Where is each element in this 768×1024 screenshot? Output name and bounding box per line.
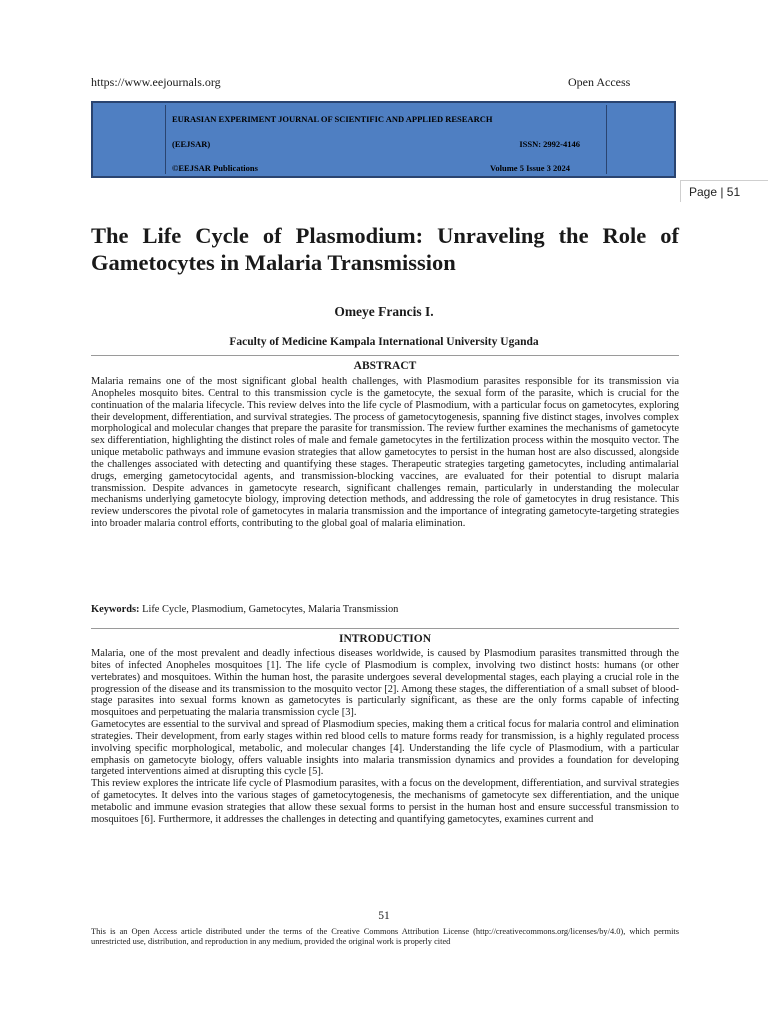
intro-paragraph-1: Malaria, one of the most prevalent and deadly infectious diseases worldwide, is caused by Plasmodium parasites transmitted through the bites of infected Anopheles mosquitoes [1]. The life cycle of Plasmodium is complex, involving two distinct hosts: humans (or other vertebrates) and mosquitoes. Within the human host, the parasite undergoes several developmental stages, each playing a crucial role in the progression of the disease and its transmission to the mosquito vector [2]. Among these stages, the differentiation of a small subset of blood-stage parasites into sexual forms known as gametocytes is particularly significant, as these are the only forms capable of infecting mosquitoes and perpetuating the malaria transmission cycle [3].	[91, 648, 679, 719]
license-notice: This is an Open Access article distributed under the terms of the Creative Commons Attribution License (http://creativecommons.org/licenses/by/4.0), which permits unrestricted use, distribution, and reproduction in any medium, provided the original work is properly cited	[91, 927, 679, 947]
article-title: The Life Cycle of Plasmodium: Unraveling the Role of Gametocytes in Malaria Transmission	[91, 223, 679, 275]
page-number: 51	[378, 910, 390, 922]
journal-publisher-row	[172, 163, 598, 173]
author-affiliation: Faculty of Medicine Kampala International University Uganda	[229, 336, 539, 348]
author-name: Omeye Francis I.	[334, 304, 434, 319]
keywords-list: Life Cycle, Plasmodium, Gametocytes, Malaria Transmission	[142, 604, 399, 615]
intro-paragraph-2: Gametocytes are essential to the survival and spread of Plasmodium species, making them a critical focus for malaria control and elimination strategies. Their development, from early stages within red blood cells to mature forms ready for transmission, is a highly regulated process involving specific morphological, metabolic, and molecular changes [4]. Understanding the life cycle of Plasmodium, with a particular emphasis on gametocyte biology, offers valuable insights into malaria transmission dynamics and provides a foundation for developing targeted interventions aimed at disrupting this cycle [5].	[91, 719, 679, 778]
keywords-label: Keywords:	[91, 604, 140, 615]
introduction-rule	[91, 628, 679, 629]
journal-publisher: ©EEJSAR Publications	[172, 163, 258, 173]
journal-header-inner	[165, 105, 607, 174]
keywords-line	[91, 604, 398, 615]
introduction-heading: INTRODUCTION	[338, 633, 431, 645]
journal-abbrev-row	[172, 139, 598, 149]
open-access-label: Open Access	[568, 75, 631, 89]
journal-volume: Volume 5 Issue 3 2024	[490, 163, 570, 173]
abstract-heading: ABSTRACT	[353, 360, 417, 372]
abstract-rule	[91, 355, 679, 356]
page-label: Page | 51	[680, 180, 768, 202]
abstract-text: Malaria remains one of the most significant global health challenges, with Plasmodium parasites responsible for its transmission via Anopheles mosquito bites. Central to this transmission cycle is the gametocyte, the sexual form of the parasite, which is crucial for the continuation of the malaria lifecycle. This review delves into the life cycle of Plasmodium, with a particular focus on gametocytes, exploring their development, differentiation, and survival strategies. The process of gametocytogenesis, spanning five distinct stages, involves complex morphological and molecular changes that prepare the parasite for transmission. The review further examines the mechanisms of gametocyte sex differentiation, highlighting the distinct roles of male and female gametocytes in the fertilization process within the mosquito vector. The unique metabolic pathways and immune evasion strategies that allow gametocytes to persist in the human host are also discussed, alongside the challenges associated with detecting and quantifying these stages. Therapeutic strategies targeting gametocytes, including antimalarial drugs, emerging gametocytocidal agents, and transmission-blocking vaccines, are evaluated for their potential to disrupt malaria transmission. Despite advances in gametocyte research, significant challenges remain, particularly in understanding the molecular mechanisms underlying gametocyte biology, improving detection methods, and addressing the role of gametocytes in drug resistance. This review underscores the pivotal role of gametocytes in malaria transmission and the importance of integrating gametocyte-targeting strategies into broader malaria control efforts, contributing to the global goal of malaria elimination.	[91, 376, 679, 530]
journal-issn: ISSN: 2992-4146	[519, 139, 580, 149]
journal-header-banner	[91, 101, 676, 178]
journal-abbrev: (EEJSAR)	[172, 139, 211, 149]
journal-url[interactable]: https://www.eejournals.org	[91, 75, 221, 89]
journal-name: EURASIAN EXPERIMENT JOURNAL OF SCIENTIFIC AND APPLIED RESEARCH	[172, 114, 493, 124]
introduction-body	[91, 648, 679, 826]
intro-paragraph-3: This review explores the intricate life cycle of Plasmodium parasites, with a focus on the development, differentiation, and survival strategies of gametocytes. It delves into the various stages of gametocytogenesis, the mechanisms of gametocyte sex differentiation, and the unique metabolic and immune evasion strategies that allow these sexual forms to persist in the human host and ensure successful transmission to mosquitoes [6]. Furthermore, it addresses the challenges in detecting and quantifying gametocytes, examines current and	[91, 778, 679, 825]
